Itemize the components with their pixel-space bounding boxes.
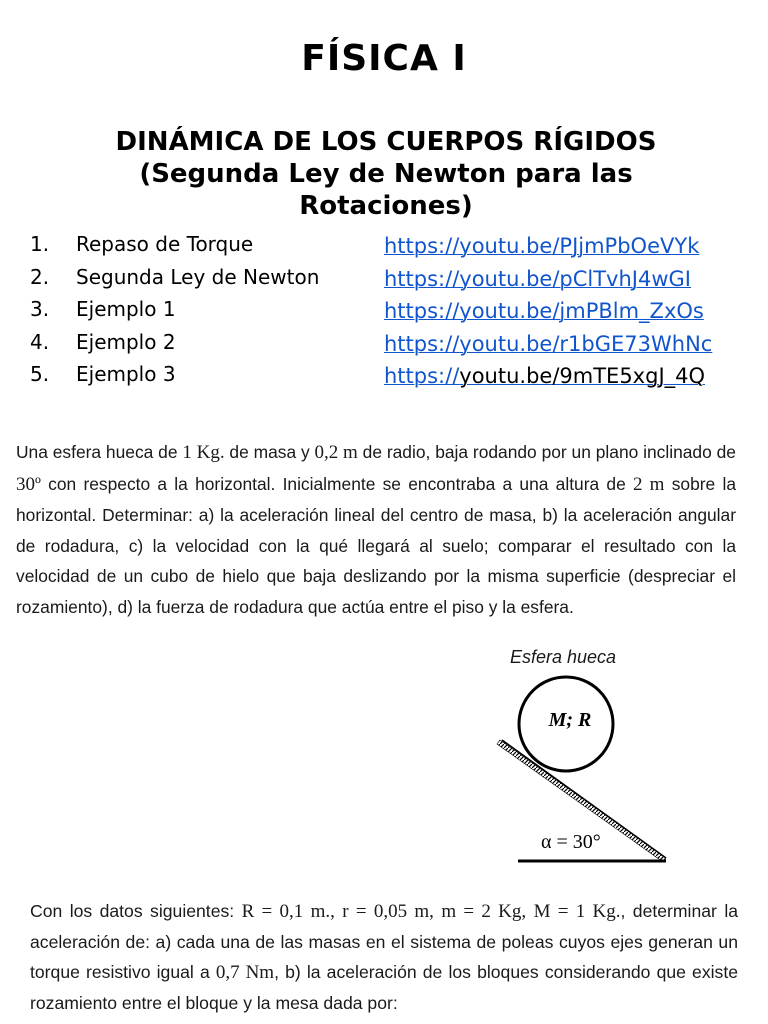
item-label: Repaso de Torque	[76, 232, 254, 256]
item-label: Ejemplo 1	[76, 297, 176, 321]
video-link-4[interactable]: https://youtu.be/r1bGE73WhNc	[384, 331, 713, 356]
subtitle-line: DINÁMICA DE LOS CUERPOS RÍGIDOS	[115, 127, 657, 157]
topic-list	[30, 228, 319, 391]
subtitle-line: (Segunda Ley de Newton para las	[139, 159, 633, 189]
math-R: R = 0,1 m.,	[241, 901, 335, 922]
problem-2-text: Con los datos siguientes: R = 0,1 m., r = 0,05 m, m = 2 Kg, M = 1 Kg., determinar la aceleración de: a) cada una de las masas en el sistema de poleas cuyos ejes generan un torque resistivo igual a 0,7 Nm, b) la aceleración de los bloques considerando que existe rozamiento entre el bloque y la mesa dada por:	[30, 901, 739, 1013]
list-item	[30, 293, 319, 326]
math-r: r = 0,05 m,	[342, 901, 434, 922]
video-link-3[interactable]: https://youtu.be/jmPBlm_ZxOs	[384, 299, 704, 323]
item-number: 1.	[30, 232, 50, 256]
item-label: Ejemplo 2	[76, 329, 176, 354]
list-item	[30, 261, 319, 294]
item-number: 5.	[30, 362, 50, 386]
video-link-list	[384, 230, 712, 393]
math-angle: 30º	[16, 473, 41, 495]
video-link-2[interactable]: https://youtu.be/pClTvhJ4wGI	[384, 266, 691, 291]
item-number: 3.	[30, 297, 50, 321]
math-mass: 1 Kg.	[182, 442, 225, 463]
item-number: 4.	[30, 329, 50, 354]
link-prefix: https://	[384, 364, 460, 388]
list-item	[30, 358, 319, 391]
subtitle-line: Rotaciones)	[299, 191, 473, 221]
item-label: Segunda Ley de Newton	[76, 264, 320, 289]
problem-1-text: Una esfera hueca de 1 Kg. de masa y 0,2 m de radio, baja rodando por un plano inclinado de 30º con respecto a la horizontal. Inicialmente se encontraba a una altura de 2 m sobre la horizontal. Determinar: a) la aceleración lineal del centro de masa, b) la aceleración angular de rodadura, c) la velocidad con la qué llegará al suelo; comparar el resultado con la velocidad de un cubo de hielo que baja deslizando por la misma superficie (despreciar el rozamiento), d) la fuerza de rodadura que actúa entre el piso y la esfera.	[16, 442, 736, 617]
item-label: Ejemplo 3	[76, 362, 176, 386]
page-title: FÍSICA I	[301, 38, 467, 79]
video-link-1[interactable]: https://youtu.be/PJjmPbOeVYk	[384, 234, 700, 258]
link-tail: youtu.be/9mTE5xgJ_4Q	[459, 364, 706, 388]
math-radius: 0,2 m	[314, 442, 358, 463]
math-m: m = 2 Kg,	[441, 901, 527, 922]
figure-label: Esfera hueca	[510, 647, 617, 667]
figure-mass-radius: M; R	[548, 709, 592, 731]
video-link-5[interactable]	[384, 364, 705, 388]
figure-angle-label: α = 30°	[541, 831, 601, 853]
math-torque: 0,7 Nm	[215, 962, 275, 983]
math-M: M = 1 Kg.	[533, 901, 621, 922]
list-item	[30, 326, 319, 359]
item-number: 2.	[30, 264, 50, 289]
math-height: 2 m	[633, 473, 665, 495]
list-item	[30, 228, 319, 261]
page-subtitle	[60, 126, 712, 222]
